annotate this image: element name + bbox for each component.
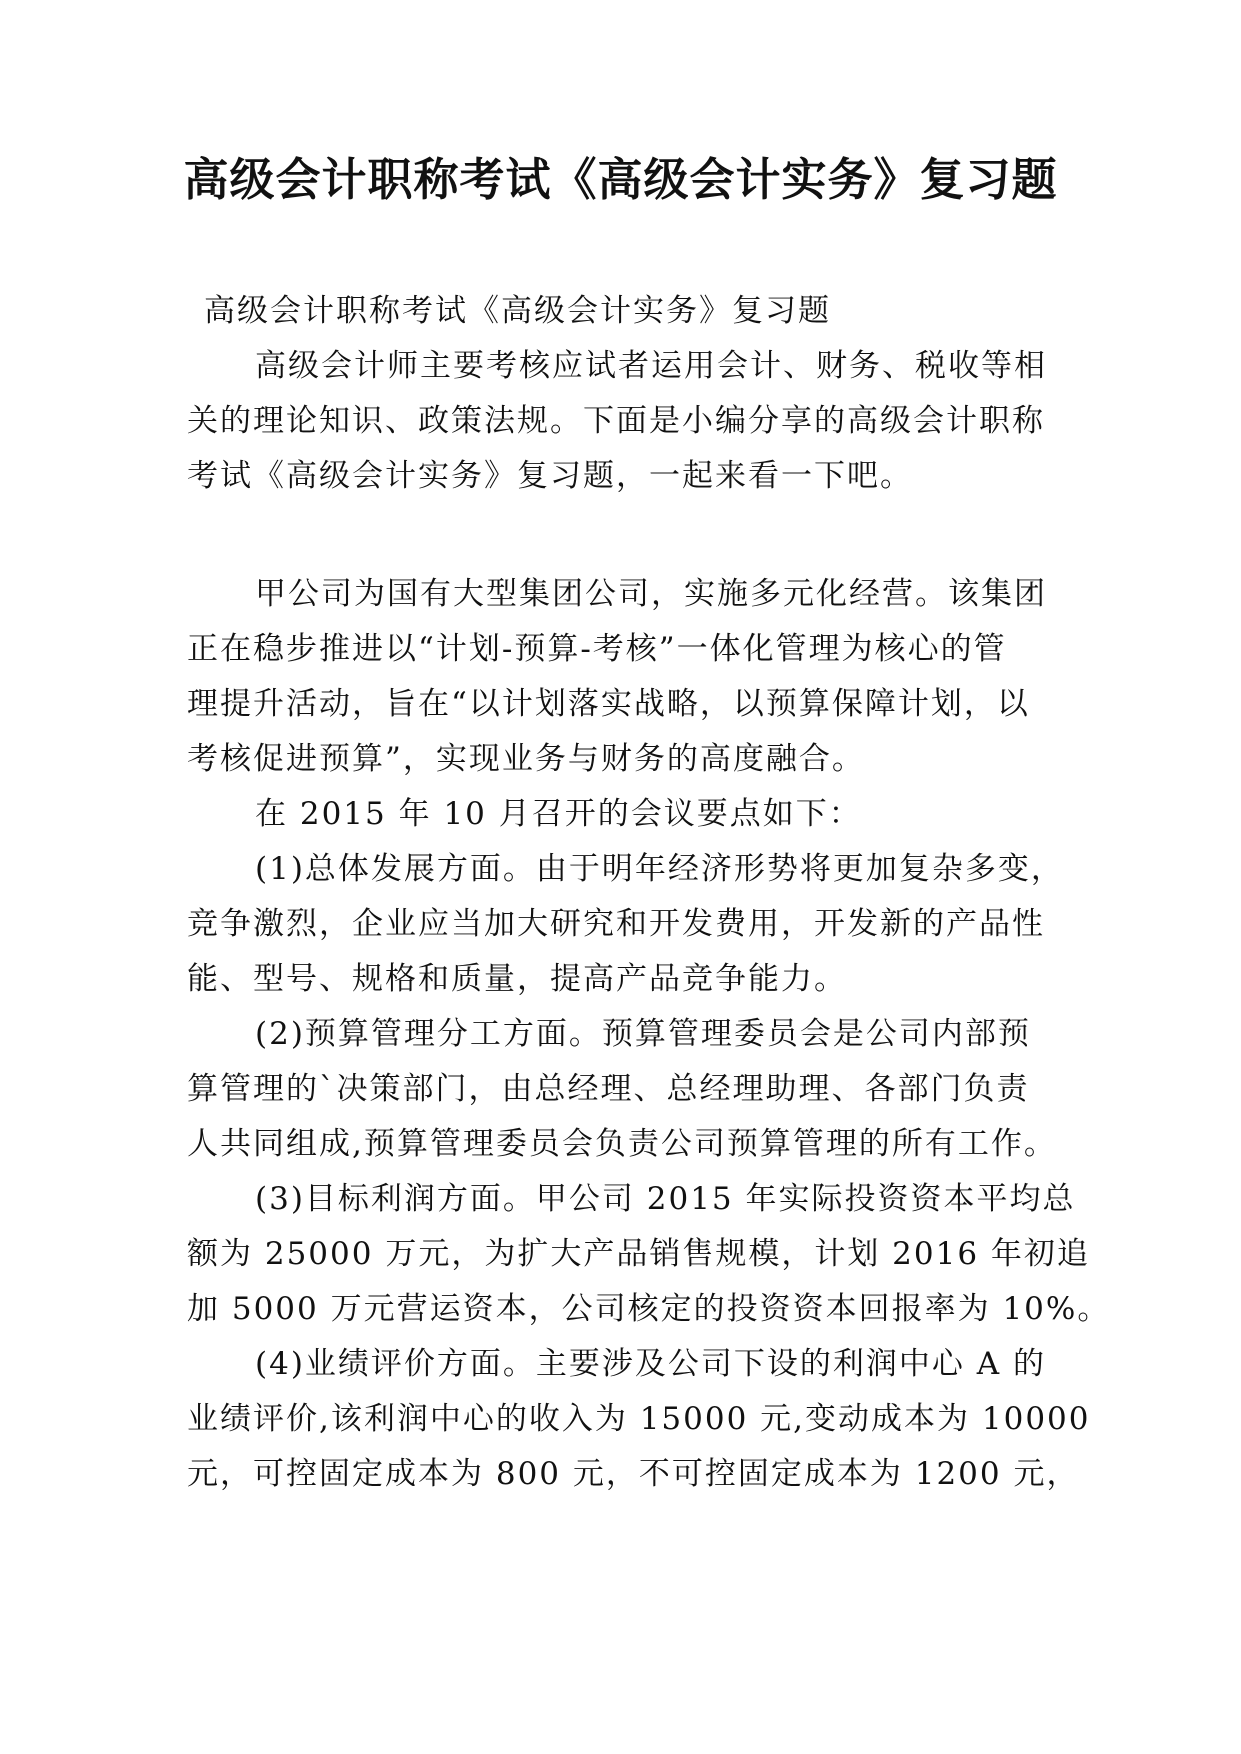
document-body [187, 284, 1111, 1502]
paragraph-line: 元，可控固定成本为 800 元，不可控固定成本为 1200 元， [187, 1456, 1080, 1492]
paragraph-line: 关的理论知识、政策法规。下面是小编分享的高级会计职称 [187, 403, 1045, 439]
paragraph-spacer [187, 504, 1055, 567]
paragraph-line: 高级会计师主要考核应试者运用会计、财务、税收等相 [255, 348, 1047, 384]
paragraph-line: 业绩评价,该利润中心的收入为 15000 元,变动成本为 10000 [187, 1401, 1091, 1437]
paragraph-line: 竞争激烈，企业应当加大研究和开发费用，开发新的产品性 [187, 906, 1045, 942]
paragraph-line: 加 5000 万元营运资本，公司核定的投资资本回报率为 10%。 [187, 1291, 1111, 1327]
paragraph-line: 考试《高级会计实务》复习题，一起来看一下吧。 [187, 458, 913, 494]
paragraph-line: (1)总体发展方面。由于明年经济形势将更加复杂多变， [255, 851, 1064, 887]
paragraph-line: 人共同组成,预算管理委员会负责公司预算管理的所有工作。 [187, 1126, 1057, 1162]
paragraph-line: 考核促进预算”，实现业务与财务的高度融合。 [187, 741, 865, 777]
paragraph-line: (2)预算管理分工方面。预算管理委员会是公司内部预 [255, 1016, 1031, 1052]
subtitle-line: 高级会计职称考试《高级会计实务》复习题 [204, 293, 831, 329]
paragraph-line: 能、型号、规格和质量，提高产品竞争能力。 [187, 961, 847, 997]
paragraph-line: 甲公司为国有大型集团公司，实施多元化经营。该集团 [255, 576, 1047, 612]
paragraph-line: (4)业绩评价方面。主要涉及公司下设的利润中心 A 的 [255, 1346, 1047, 1382]
paragraph-line: 额为 25000 万元，为扩大产品销售规模，计划 2016 年初追 [187, 1236, 1090, 1272]
paragraph-line: 在 2015 年 10 月召开的会议要点如下： [255, 796, 862, 832]
paragraph-line: 算管理的`决策部门，由总经理、总经理助理、各部门负责 [187, 1071, 1030, 1107]
paragraph-line: 理提升活动，旨在“以计划落实战略，以预算保障计划，以 [187, 686, 1030, 722]
paragraph-line: (3)目标利润方面。甲公司 2015 年实际投资资本平均总 [255, 1181, 1076, 1217]
paragraph-line: 正在稳步推进以“计划-预算-考核”一体化管理为核心的管 [187, 631, 1007, 667]
document-title: 高级会计职称考试《高级会计实务》复习题 [183, 153, 1058, 206]
